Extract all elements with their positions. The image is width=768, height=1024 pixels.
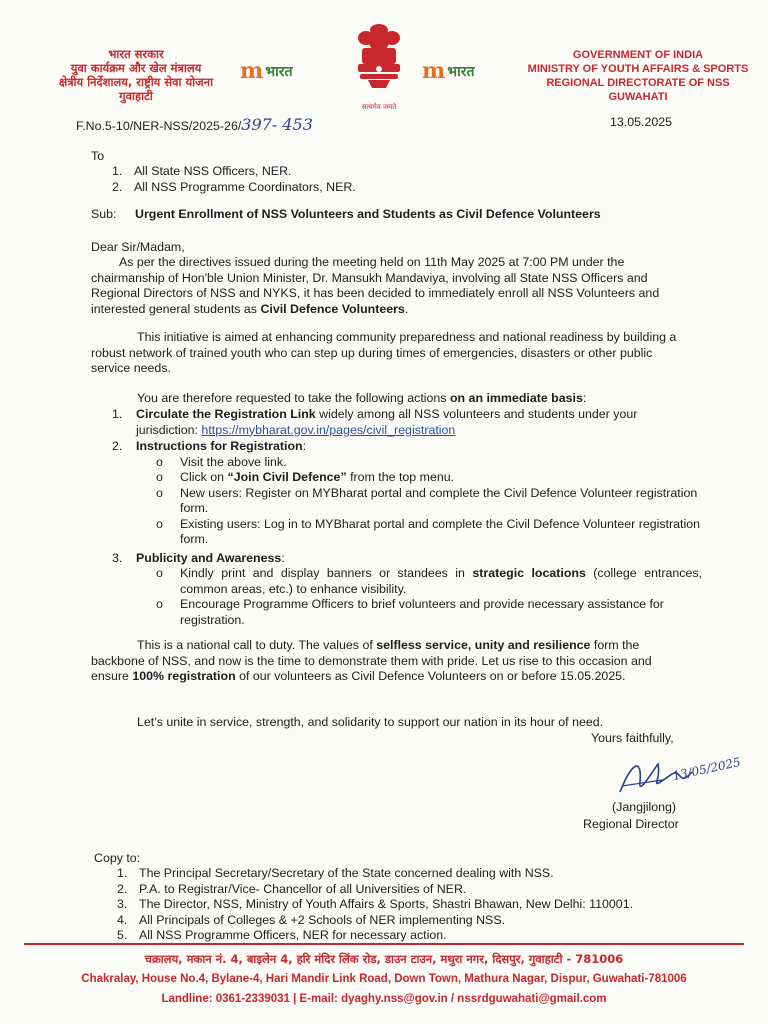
list-item: o New users: Register on MYBharat portal and complete the Civil Defence Volunteer registration form.	[156, 485, 698, 515]
list-item: o Visit the above link.	[156, 454, 287, 469]
footer-divider	[24, 943, 744, 945]
hindi-line: युवा कार्यक्रम और खेल मंत्रालय	[70, 61, 202, 75]
logo-word: भारत	[265, 63, 293, 80]
english-line: MINISTRY OF YOUTH AFFAIRS & SPORTS	[527, 63, 749, 75]
english-line: GOVERNMENT OF INDIA	[572, 49, 704, 61]
list-item: 1. The Principal Secretary/Secretary of the State concerned dealing with NSS.	[117, 866, 554, 880]
action-list	[112, 407, 702, 628]
subject-text: Urgent Enrollment of NSS Volunteers and Students as Civil Defence Volunteers	[135, 207, 601, 221]
to-label: To	[91, 149, 105, 163]
footer-english-address: Chakralay, House No.4, Bylane-4, Hari Mandir Link Road, Down Town, Mathura Nagar, Dispur, Guwahati-781006	[81, 973, 687, 985]
list-item: o Kindly print and display banners or standees in strategic locations (college entrances, common areas, etc.) to enhance visibility.	[156, 566, 702, 596]
letter-date: 13.05.2025	[610, 115, 673, 129]
signatory-name: (Jangjilong)	[612, 800, 677, 814]
english-header	[520, 48, 756, 104]
list-item: 2. All NSS Programme Coordinators, NER.	[112, 179, 356, 194]
registration-link[interactable]: https://mybharat.gov.in/pages/civil_registration	[201, 422, 456, 437]
list-item: o Encourage Programme Officers to brief volunteers and provide necessary assistance for registration.	[156, 597, 664, 627]
subject-label: Sub:	[91, 207, 117, 221]
closing-line: Let’s unite in service, strength, and solidarity to support our nation in its hour of need.	[137, 715, 604, 729]
paragraph-call-to-duty: This is a national call to duty. The values of selfless service, unity and resilience form the backbone of NSS, and now is the time to demonstrate them with pride. Let us rise to this occasion and ensure 100% registration of our volunteers as Civil Defence Volunteers on or before 15.05.2025.	[91, 638, 652, 683]
signature-date: 13/05/2025	[671, 754, 742, 784]
mybharat-logo-left	[240, 58, 292, 84]
logo-word: भारत	[447, 63, 475, 80]
file-number	[76, 117, 313, 135]
list-item: o Existing users: Log in to MYBharat portal and complete the Civil Defence Volunteer registration form.	[156, 516, 700, 546]
sub-list	[156, 566, 702, 628]
paragraph-directive: As per the directives issued during the meeting held on 11th May 2025 at 7:00 PM under the chairmanship of Hon'ble Union Minister, Dr. Mansukh Mandaviya, involving all State NSS Officers and Regional Directors of NSS and NYKS, it has been decided to immediately enroll all NSS Volunteers and interested general students as Civil Defence Volunteers.	[91, 255, 660, 316]
file-number-handwritten: 397- 453	[241, 115, 313, 134]
list-item: 5. All NSS Programme Officers, NER for necessary action.	[117, 928, 447, 942]
list-item: 4. All Principals of Colleges & +2 Schools of NER implementing NSS.	[117, 912, 506, 927]
list-item: 2. P.A. to Registrar/Vice- Chancellor of all Universities of NER.	[117, 881, 467, 896]
list-item: 3. The Director, NSS, Ministry of Youth Affairs & Sports, Shastri Bhawan, New Delhi: 110001.	[117, 897, 634, 911]
sub-list	[156, 455, 702, 548]
list-item: o Click on “Join Civil Defence” from the top menu.	[156, 470, 455, 484]
logo-mark: m	[422, 58, 446, 84]
footer	[10, 949, 758, 1009]
logo-mark: m	[240, 58, 264, 84]
list-item: 3. Publicity and Awareness:	[112, 550, 285, 565]
signatory-title: Regional Director	[583, 817, 679, 831]
list-item: 1. Circulate the Registration Link widely among all NSS volunteers and students under your jurisdiction: https://mybharat.gov.in/pages/civil_registration	[112, 407, 638, 437]
copy-to-label: Copy to:	[94, 851, 141, 865]
emblem-motto: सत्यमेव जयते	[361, 103, 397, 111]
subject-line	[91, 207, 751, 223]
file-number-printed: F.No.5-10/NER-NSS/2025-26/	[76, 119, 242, 133]
yours-faithfully: Yours faithfully,	[591, 731, 674, 745]
hindi-line: भारत सरकार	[108, 47, 164, 61]
list-item: 1. All State NSS Officers, NER.	[112, 164, 292, 178]
footer-contact: Landline: 0361-2339031 | E-mail: dyaghy.nss@gov.in / nssrdguwahati@gmail.com	[161, 993, 607, 1005]
paragraph-initiative: This initiative is aimed at enhancing community preparedness and national readiness by building a robust network of trained youth who can step up during times of emergencies, disasters or other public service needs.	[91, 330, 677, 375]
recipient-list	[112, 164, 612, 195]
english-line: REGIONAL DIRECTORATE OF NSS	[546, 77, 730, 89]
paragraph-request: You are therefore requested to take the following actions on an immediate basis:	[137, 391, 587, 405]
emblem-icon	[346, 22, 412, 111]
salutation: Dear Sir/Madam,	[91, 240, 185, 254]
english-line: GUWAHATI	[608, 91, 668, 103]
copy-to-list	[117, 866, 737, 944]
hindi-header	[36, 47, 236, 103]
footer-hindi-address: चक्रालय, मकान नं. 4, बाइलेन 4, हरि मंदिर लिंक रोड, डाउन टाउन, मथुरा नगर, दिसपुर, गुवाहाटी - 781006	[144, 952, 624, 966]
hindi-line: गुवाहाटी	[119, 89, 153, 103]
hindi-line: क्षेत्रीय निर्देशालय, राष्ट्रीय सेवा योजना	[58, 75, 214, 89]
list-item: 2. Instructions for Registration:	[112, 439, 307, 453]
mybharat-logo-right	[422, 58, 474, 84]
